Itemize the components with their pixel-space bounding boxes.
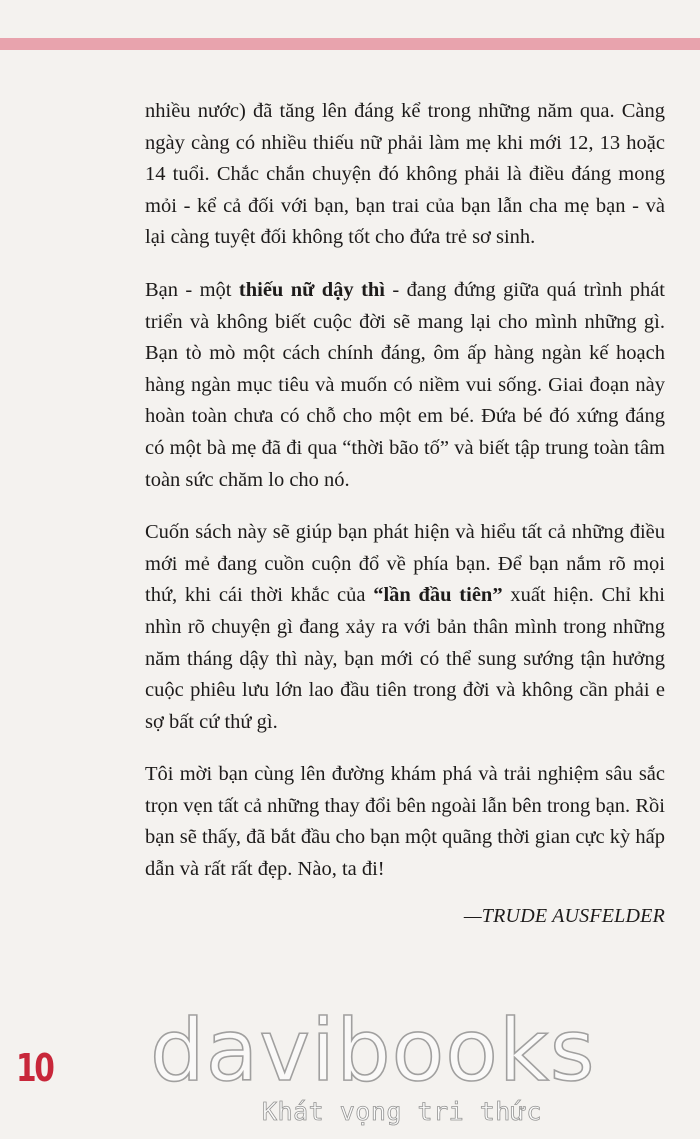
watermark bbox=[150, 1003, 670, 1139]
watermark-brand: davibooks bbox=[150, 1001, 596, 1101]
author-signature: —TRUDE AUSFELDER bbox=[463, 904, 665, 927]
paragraph-3 bbox=[145, 517, 665, 738]
paragraph-2-end: - đang đứng giữa quá trình phát triển và không biết cuộc đời sẽ mang lại cho mình những gì. Bạn tò mò một cách chính đáng, ôm ấp hàng ngàn kế hoạch hàng ngàn mục tiêu và muốn có niềm vui sống. Giai đoạn này hoàn toàn chưa có chỗ cho một em bé. Đứa bé đó xứng đáng có một bà mẹ đã đi qua “thời bão tố” và biết tập trung toàn tâm toàn sức chăm lo cho nó. bbox=[145, 278, 665, 491]
paragraph-2-bold-term: thiếu nữ dậy thì bbox=[238, 278, 385, 301]
watermark-slogan: Khát vọng tri thức bbox=[262, 1097, 542, 1126]
paragraph-2-start: Bạn - một bbox=[145, 278, 239, 301]
paragraph-4: Tôi mời bạn cùng lên đường khám phá và trải nghiệm sâu sắc trọn vẹn tất cả những thay đổi bên ngoài lẫn bên trong bạn. Rồi bạn sẽ thấy, đã bắt đầu cho bạn một quãng thời gian cực kỳ hấp dẫn và rất rất đẹp. Nào, ta đi! bbox=[145, 763, 665, 881]
paragraph-1: nhiều nước) đã tăng lên đáng kể trong những năm qua. Càng ngày càng có nhiều thiếu nữ phải làm mẹ khi mới 12, 13 hoặc 14 tuổi. Chắc chắn chuyện đó không phải là điều đáng mong mỏi - kể cả đối với bạn, bạn trai của bạn lẫn cha mẹ bạn - và lại càng tuyệt đối không tốt cho đứa trẻ sơ sinh. bbox=[145, 100, 665, 249]
paragraph-3-bold-term: “lần đầu tiên” bbox=[373, 584, 503, 607]
paragraph-3-end: xuất hiện. Chỉ khi nhìn rõ chuyện gì đang xảy ra với bản thân mình trong những năm tháng dậy thì này, bạn mới có thể sung sướng tận hưởng cuộc phiêu lưu lớn lao đầu tiên trong đời và không cần phải e sợ bất cứ thứ gì. bbox=[145, 584, 666, 733]
page-number: 10 bbox=[16, 1046, 53, 1090]
paragraph-2 bbox=[145, 275, 665, 496]
top-color-band bbox=[0, 38, 700, 50]
paragraph-3-start: Cuốn sách này sẽ giúp bạn phát hiện và hiểu tất cả những điều mới mẻ đang cuồn cuộn đổ về phía bạn. Để bạn nắm rõ mọi thứ, khi cái thời khắc của bbox=[145, 521, 665, 607]
page-text bbox=[145, 96, 665, 931]
